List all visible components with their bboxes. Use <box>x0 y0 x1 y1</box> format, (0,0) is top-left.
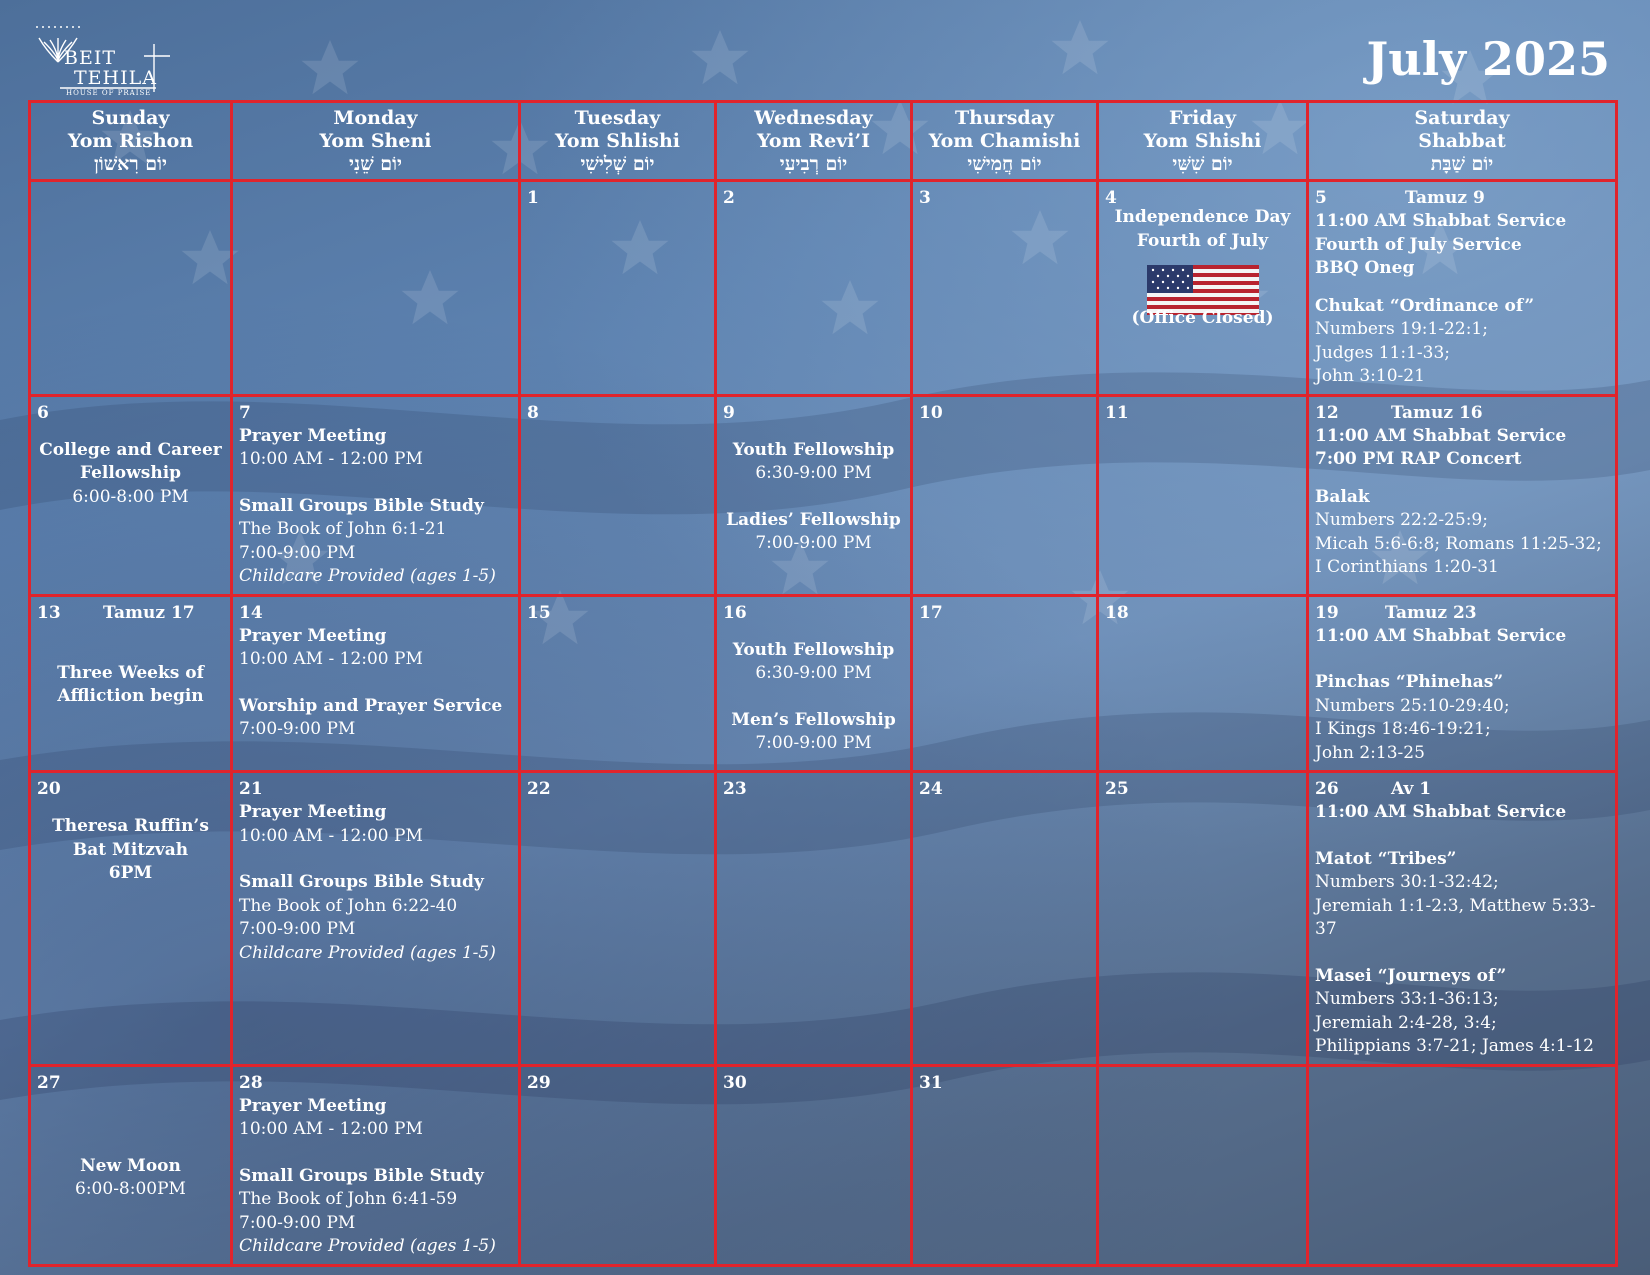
day-number: 31 <box>919 1072 943 1093</box>
torah-portion: Pinchas “Phinehas” <box>1315 672 1504 692</box>
day-number: 15 <box>527 602 551 623</box>
day-number: 2 <box>723 188 735 208</box>
reading: I Corinthians 1:20-31 <box>1315 557 1499 577</box>
day-cell-27[interactable] <box>30 1065 232 1265</box>
day-number: 18 <box>1105 602 1129 623</box>
event-title: 11:00 AM Shabbat Service <box>1315 211 1567 231</box>
office-closed-note: (Office Closed) <box>1131 308 1274 328</box>
day-number: 26 <box>1315 779 1339 799</box>
hebrew-date: Tamuz 17 <box>103 602 195 623</box>
event-title: Prayer Meeting <box>239 625 387 646</box>
event-title: College and Career <box>39 439 222 460</box>
day-number: 28 <box>239 1072 263 1093</box>
day-number: 1 <box>527 188 539 208</box>
event-title: Bat Mitzvah <box>72 839 189 860</box>
event-time: 7:00-9:00 PM <box>239 1212 356 1233</box>
event-title: Theresa Ruffin’s <box>52 816 209 836</box>
event-title: Men’s Fellowship <box>731 709 896 730</box>
event-title: Prayer Meeting <box>239 802 387 822</box>
day-cell-29[interactable] <box>520 1065 716 1265</box>
day-cell-22[interactable] <box>520 772 716 1066</box>
event-title: Prayer Meeting <box>239 425 387 446</box>
hebrew-date: Tamuz 23 <box>1385 602 1477 623</box>
day-cell-4[interactable] <box>1098 181 1308 396</box>
week-row <box>30 1065 1617 1265</box>
day-cell-17[interactable] <box>912 595 1098 772</box>
weekday-header-sunday: Sunday Yom Rishon יוֹם רִאשׁוֹן <box>30 102 232 181</box>
week-row <box>30 772 1617 1066</box>
day-cell-8[interactable] <box>520 395 716 595</box>
day-number: 5 <box>1315 188 1327 208</box>
week-row <box>30 595 1617 772</box>
event-title: Youth Fellowship <box>732 439 895 460</box>
event-title: Fourth of July <box>1136 230 1269 251</box>
torah-portion: Matot “Tribes” <box>1315 848 1457 869</box>
event-time: 7:00-9:00 PM <box>755 733 872 753</box>
day-number: 3 <box>919 188 931 208</box>
day-cell-18[interactable] <box>1098 595 1308 772</box>
event-time: 7:00-9:00 PM <box>239 719 356 739</box>
month-title: July 2025 <box>1366 32 1610 86</box>
event-detail: The Book of John 6:22-40 <box>239 895 458 916</box>
day-cell-12[interactable] <box>1308 395 1617 595</box>
logo-tagline: HOUSE OF PRAISE <box>66 89 152 97</box>
day-cell[interactable] <box>232 181 520 396</box>
event-note: Childcare Provided (ages 1-5) <box>239 942 496 963</box>
day-number: 7 <box>239 402 251 423</box>
event-title: Three Weeks of <box>57 662 204 683</box>
day-cell-20[interactable] <box>30 772 232 1066</box>
day-cell-9[interactable] <box>716 395 912 595</box>
day-number: 24 <box>919 779 943 799</box>
day-cell-5[interactable] <box>1308 181 1617 396</box>
event-detail: The Book of John 6:1-21 <box>239 519 447 539</box>
day-number: 21 <box>239 779 263 799</box>
reading: Numbers 25:10-29:40; <box>1315 695 1510 716</box>
reading: John 3:10-21 <box>1315 366 1425 386</box>
day-cell-3[interactable] <box>912 181 1098 396</box>
hebrew-date: Tamuz 9 <box>1405 188 1485 208</box>
event-title: 11:00 AM Shabbat Service <box>1315 425 1567 446</box>
day-cell-13[interactable] <box>30 595 232 772</box>
day-number: 14 <box>239 602 263 623</box>
event-title: Prayer Meeting <box>239 1095 387 1116</box>
event-title: New Moon <box>80 1155 181 1176</box>
day-cell-15[interactable] <box>520 595 716 772</box>
beit-tehila-logo <box>36 22 186 100</box>
weekday-header-thursday: Thursday Yom Chamishi יוֹם חֲמִישִׁי <box>912 102 1098 181</box>
event-title: 7:00 PM RAP Concert <box>1315 449 1522 469</box>
day-cell-11[interactable] <box>1098 395 1308 595</box>
event-time: 6:00-8:00PM <box>75 1179 186 1199</box>
day-cell-31[interactable] <box>912 1065 1098 1265</box>
day-number: 22 <box>527 779 551 799</box>
event-title: 11:00 AM Shabbat Service <box>1315 625 1567 646</box>
day-number: 19 <box>1315 602 1339 623</box>
torah-portion: Masei “Journeys of” <box>1315 965 1507 986</box>
event-time: 10:00 AM - 12:00 PM <box>239 825 423 846</box>
logo-text-tehila: TEHILA <box>74 67 157 89</box>
reading: Numbers 22:2-25:9; <box>1315 510 1488 530</box>
hebrew-date: Tamuz 16 <box>1391 402 1483 423</box>
day-cell-6[interactable] <box>30 395 232 595</box>
day-number: 30 <box>723 1072 747 1093</box>
reading: Numbers 33:1-36:13; <box>1315 989 1499 1009</box>
day-number: 17 <box>919 602 943 623</box>
event-time: 10:00 AM - 12:00 PM <box>239 1119 423 1139</box>
day-cell-21[interactable] <box>232 772 520 1066</box>
weekday-header-saturday: Saturday Shabbat יוֹם שַׁבָּת <box>1308 102 1617 181</box>
event-time: 10:00 AM - 12:00 PM <box>239 449 423 469</box>
event-title: Small Groups Bible Study <box>239 1165 484 1186</box>
hebrew-date: Av 1 <box>1391 779 1432 799</box>
day-number: 29 <box>527 1072 551 1093</box>
day-number: 16 <box>723 602 747 623</box>
event-time: 7:00-9:00 PM <box>755 533 872 553</box>
torah-portion: Balak <box>1315 486 1370 507</box>
reading: John 2:13-25 <box>1315 742 1425 763</box>
day-cell-14[interactable] <box>232 595 520 772</box>
event-time: 7:00-9:00 PM <box>239 542 356 563</box>
reading: Philippians 3:7-21; James 4:1-12 <box>1315 1036 1594 1056</box>
event-title: Fellowship <box>79 463 182 483</box>
day-cell-24[interactable] <box>912 772 1098 1066</box>
weekday-header-friday: Friday Yom Shishi יוֹם שִׁשִּׁי <box>1098 102 1308 181</box>
day-cell-16[interactable] <box>716 595 912 772</box>
event-time: 6:00-8:00 PM <box>72 486 189 507</box>
day-cell-23[interactable] <box>716 772 912 1066</box>
day-cell-25[interactable] <box>1098 772 1308 1066</box>
event-title: Small Groups Bible Study <box>239 495 484 516</box>
weekday-header-row <box>30 102 1617 181</box>
day-number: 6 <box>37 402 49 423</box>
day-number: 12 <box>1315 402 1339 423</box>
torah-portion: Chukat “Ordinance of” <box>1315 295 1535 316</box>
reading: I Kings 18:46-19:21; <box>1315 719 1491 739</box>
reading: Jeremiah 2:4-28, 3:4; <box>1315 1012 1497 1033</box>
event-title: Independence Day <box>1114 207 1291 227</box>
event-time: 10:00 AM - 12:00 PM <box>239 649 423 669</box>
day-number: 27 <box>37 1072 61 1093</box>
day-number: 4 <box>1105 188 1117 208</box>
week-row <box>30 181 1617 396</box>
day-number: 25 <box>1105 779 1129 799</box>
event-title: Ladies’ Fellowship <box>726 509 901 530</box>
day-number: 11 <box>1105 402 1129 423</box>
day-number: 10 <box>919 402 943 423</box>
event-note: Childcare Provided (ages 1-5) <box>239 1236 496 1256</box>
day-cell-19[interactable] <box>1308 595 1617 772</box>
day-cell-26[interactable] <box>1308 772 1617 1066</box>
day-number: 13 <box>37 602 61 623</box>
event-title: BBQ Oneg <box>1315 258 1415 278</box>
weekday-header-tuesday: Tuesday Yom Shlishi יוֹם שְׁלִישִׁי <box>520 102 716 181</box>
day-cell-10[interactable] <box>912 395 1098 595</box>
reading: Numbers 19:1-22:1; <box>1315 319 1488 339</box>
event-note: Childcare Provided (ages 1-5) <box>239 566 496 586</box>
day-cell[interactable] <box>30 181 232 396</box>
event-title: Fourth of July Service <box>1315 234 1522 255</box>
event-title: Youth Fellowship <box>732 639 895 660</box>
event-title: Small Groups Bible Study <box>239 872 484 892</box>
event-title: Worship and Prayer Service <box>239 695 503 716</box>
weekday-header-wednesday: Wednesday Yom Revi’I יוֹם רְבִיעִי <box>716 102 912 181</box>
event-time: 6PM <box>108 863 153 883</box>
day-cell-30[interactable] <box>716 1065 912 1265</box>
event-detail: The Book of John 6:41-59 <box>239 1189 458 1209</box>
day-number: 23 <box>723 779 747 799</box>
day-cell[interactable] <box>1308 1065 1617 1265</box>
reading: Judges 11:1-33; <box>1315 342 1450 363</box>
event-time: 7:00-9:00 PM <box>239 919 356 939</box>
day-cell[interactable] <box>1098 1065 1308 1265</box>
day-cell-28[interactable] <box>232 1065 520 1265</box>
day-number: 8 <box>527 402 539 423</box>
event-title: Affliction begin <box>57 686 204 706</box>
week-row <box>30 395 1617 595</box>
calendar-grid <box>28 100 1618 1267</box>
day-cell-7[interactable] <box>232 395 520 595</box>
day-cell-1[interactable] <box>520 181 716 396</box>
day-number: 20 <box>37 779 61 799</box>
weekday-header-monday: Monday Yom Sheni יוֹם שֵׁנִי <box>232 102 520 181</box>
event-time: 6:30-9:00 PM <box>755 463 872 483</box>
event-time: 6:30-9:00 PM <box>755 663 872 683</box>
reading: Jeremiah 1:1-2:3, Matthew 5:33-37 <box>1315 895 1596 939</box>
day-cell-2[interactable] <box>716 181 912 396</box>
day-number: 9 <box>723 402 735 423</box>
event-title: 11:00 AM Shabbat Service <box>1315 802 1567 822</box>
reading: Numbers 30:1-32:42; <box>1315 872 1499 892</box>
reading: Micah 5:6-6:8; Romans 11:25-32; <box>1315 533 1602 554</box>
logo-text-beit: BEIT <box>64 47 117 69</box>
